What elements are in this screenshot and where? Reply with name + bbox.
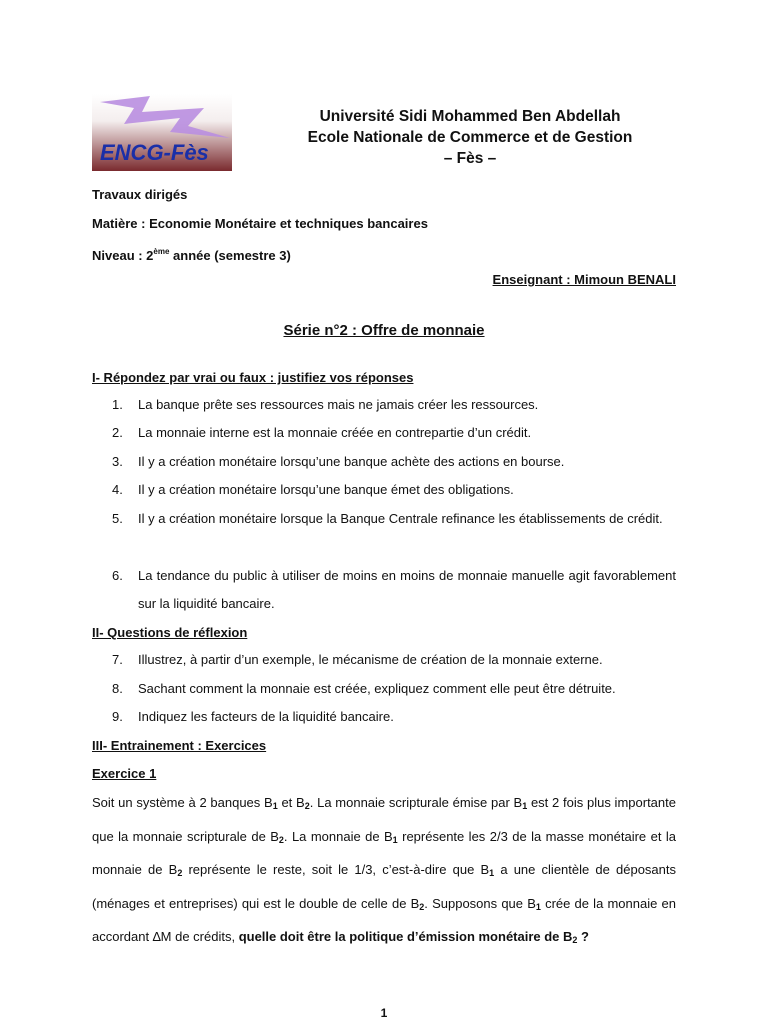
exercise-paragraph: Soit un système à 2 banques $B_1$ et $B_2$. La monnaie scripturale émise par $B_1$ est 2 fois plus importante que la monnaie scripturale de $B_2$. La monnaie de $B_1$ représente les 2/3 de la masse monétaire et la monnaie de $B_2$ représente le reste, soit le 1/3, c’est-à-dire que $B_1$ a une clientèle de déposants (ménages et entreprises) qui est le double de celle de $B_2$. Supposons que $B_1$ crée de la monnaie en accordant ∆M de crédits, quelle doit être la politique d’émission monétaire de $B_2$ ? (92, 795, 676, 945)
exercise-title: Exercice 1 (92, 766, 157, 781)
series-title: Série n°2 : Offre de monnaie (283, 322, 485, 339)
question-item: 2. La monnaie interne est la monnaie créée en contrepartie d’un crédit. (112, 425, 532, 440)
question-item: 8. Sachant comment la monnaie est créée, expliquez comment elle peut être détruite. (112, 681, 616, 696)
section-3-heading: III- Entrainement : Exercices (92, 738, 267, 753)
question-item: 3. Il y a création monétaire lorsqu’une banque achète des actions en bourse. (112, 454, 565, 469)
question-item: 4. Il y a création monétaire lorsqu’une banque émet des obligations. (112, 482, 514, 497)
section-1-heading: I- Répondez par vrai ou faux : justifiez vos réponses (92, 370, 414, 385)
question-item: 7. Illustrez, à partir d’un exemple, le mécanisme de création de la monnaie externe. (112, 652, 603, 667)
niveau-label: Niveau : 2ème année (semestre 3) (92, 247, 291, 263)
matiere-label: Matière : Economie Monétaire et techniques bancaires (92, 216, 428, 231)
question-item: 6. La tendance du public à utiliser de moins en moins de monnaie manuelle agit favorablement sur la liquidité bancaire. (112, 568, 676, 611)
institution-header (270, 106, 670, 169)
travaux-label: Travaux dirigés (92, 187, 188, 202)
enseignant-label: Enseignant : Mimoun BENALI (492, 272, 676, 287)
school-name: Ecole Nationale de Commerce et de Gestion (307, 129, 633, 146)
question-item: 5. Il y a création monétaire lorsque la Banque Centrale refinance les établissements de crédit. (112, 511, 663, 526)
encg-logo (92, 94, 232, 171)
question-item: 9. Indiquez les facteurs de la liquidité bancaire. (112, 709, 394, 724)
logo-text: ENCG-Fès (100, 140, 209, 165)
university-name: Université Sidi Mohammed Ben Abdellah (319, 108, 621, 125)
page-number: 1 (380, 1006, 388, 1020)
section-2-heading: II- Questions de réflexion (92, 625, 248, 640)
city-name: – Fès – (443, 150, 497, 167)
question-item: 1. La banque prête ses ressources mais ne jamais créer les ressources. (112, 397, 539, 412)
